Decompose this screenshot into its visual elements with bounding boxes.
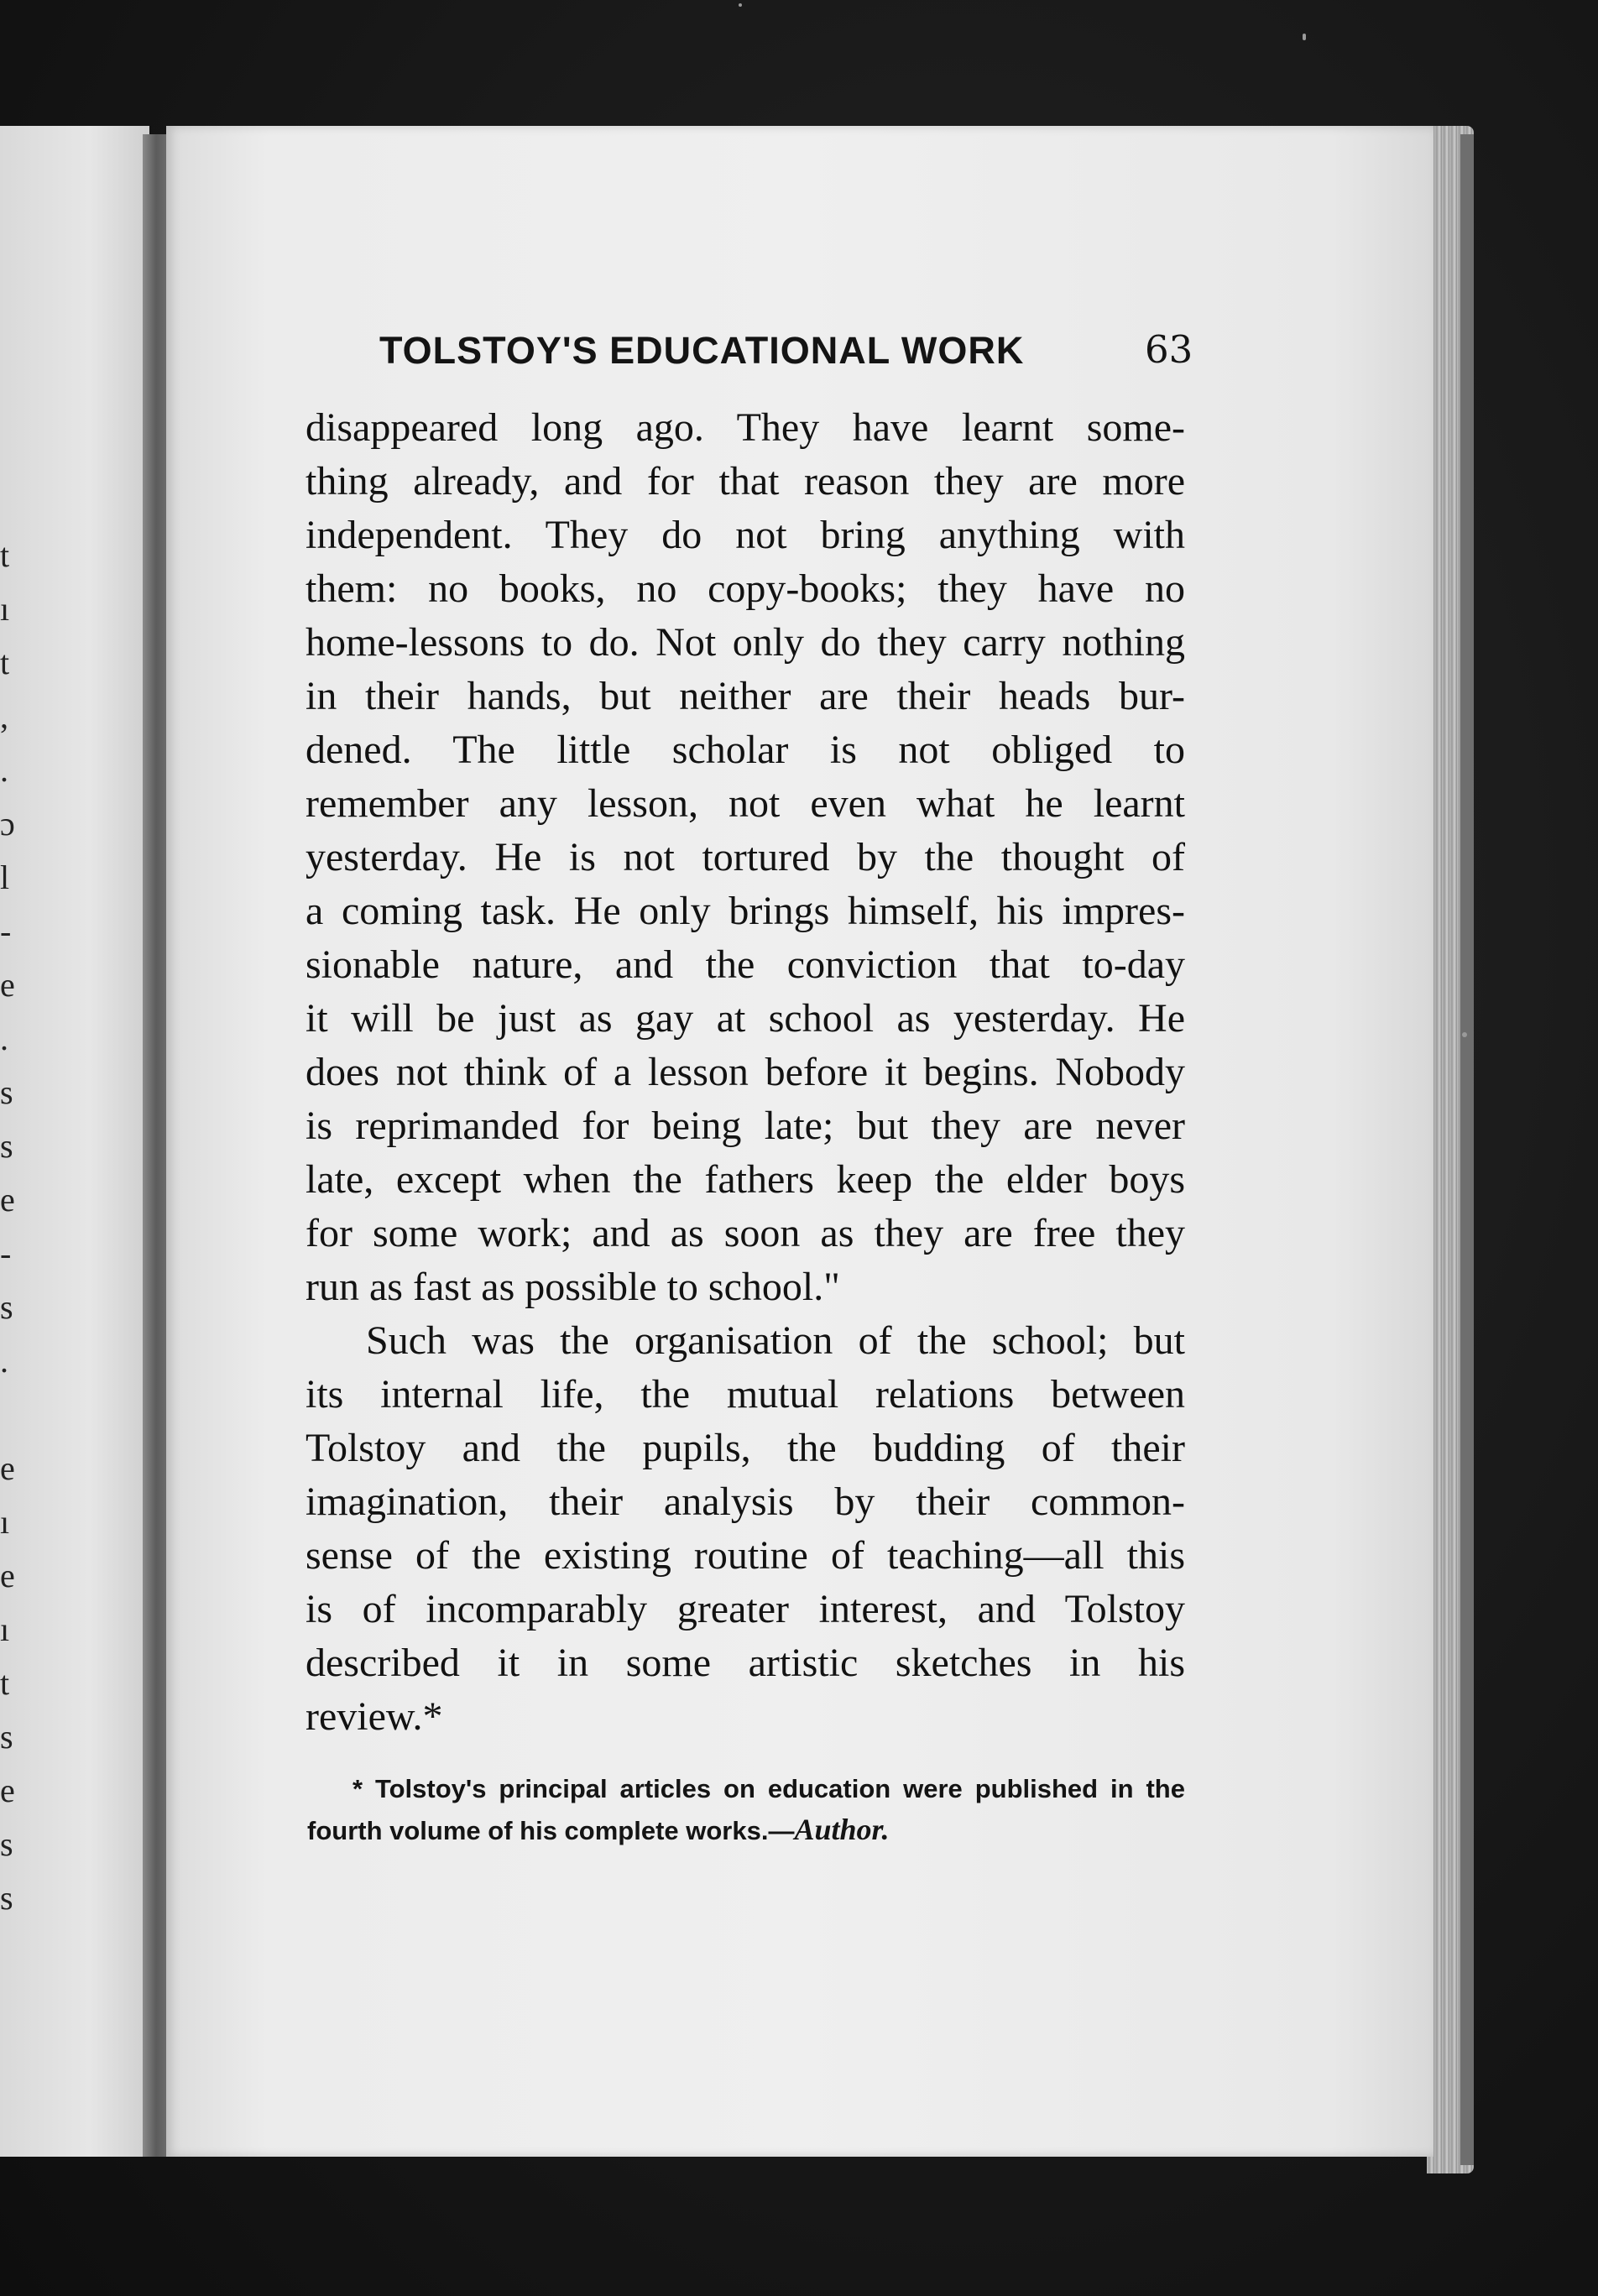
margin-fragment: e: [0, 1449, 15, 1487]
margin-fragment: ı: [0, 1503, 10, 1541]
text-line: late, except when the fathers keep the elder boys: [306, 1157, 1185, 1202]
text-line: in their hands, but neither are their heads bur-: [306, 674, 1185, 718]
running-title: TOLSTOY'S EDUCATIONAL WORK: [379, 329, 1025, 372]
text-line: thing already, and for that reason they are more: [306, 459, 1185, 504]
margin-fragment: s: [0, 1127, 13, 1165]
text-line: independent. They do not bring anything with: [306, 513, 1185, 557]
margin-fragment: -: [0, 1234, 12, 1272]
text-line: described it in some artistic sketches in his: [306, 1641, 1185, 1685]
margin-fragment: s: [0, 1879, 13, 1917]
body-text: [306, 401, 1185, 1744]
page-edges-shadow: [1460, 134, 1474, 2165]
scan-speck: [1303, 34, 1306, 40]
text-line: remember any lesson, not even what he learnt: [306, 781, 1185, 826]
margin-fragment: s: [0, 1718, 13, 1756]
margin-fragment: ı: [0, 590, 10, 628]
text-line: imagination, their analysis by their common-: [306, 1479, 1185, 1524]
text-line: does not think of a lesson before it begins. Nobody: [306, 1050, 1185, 1094]
margin-fragment: t: [0, 1664, 10, 1702]
margin-fragment: ı: [0, 1610, 10, 1648]
margin-fragment: s: [0, 1288, 13, 1326]
margin-fragment: .: [0, 751, 8, 789]
margin-fragment: -: [0, 912, 12, 950]
margin-fragment: .: [0, 1020, 8, 1057]
text-line: it will be just as gay at school as yesterday. He: [306, 996, 1185, 1041]
text-line: sionable nature, and the conviction that to-day: [306, 942, 1185, 987]
text-line: review.*: [306, 1694, 443, 1739]
text-line: dened. The little scholar is not obliged to: [306, 728, 1185, 772]
scan-speck: [1462, 1032, 1467, 1037]
margin-fragment: ,: [0, 697, 8, 735]
margin-fragment: e: [0, 966, 15, 1004]
footnote: [307, 1769, 1185, 1851]
margin-fragment: s: [0, 1825, 13, 1863]
margin-fragment: l: [0, 858, 10, 896]
text-line: home-lessons to do. Not only do they carry nothing: [306, 620, 1185, 665]
margin-fragment: t: [0, 644, 10, 681]
margin-fragment: s: [0, 1073, 13, 1111]
text-line: them: no books, no copy-books; they have no: [306, 566, 1185, 611]
margin-fragment: t: [0, 536, 10, 574]
margin-fragment: ɔ: [0, 805, 15, 843]
text-line: for some work; and as soon as they are free they: [306, 1211, 1185, 1255]
margin-fragment: e: [0, 1772, 15, 1809]
text-line: Such was the organisation of the school; but: [366, 1318, 1185, 1363]
scan-speck: [739, 3, 742, 7]
margin-fragment: [0, 1388, 12, 1442]
text-line: sense of the existing routine of teaching—all this: [306, 1533, 1185, 1578]
text-line: yesterday. He is not tortured by the thought of: [306, 835, 1185, 879]
text-line: disappeared long ago. They have learnt some-: [306, 405, 1185, 450]
text-line: is reprimanded for being late; but they are never: [306, 1104, 1185, 1148]
left-page-margin-text: [0, 529, 15, 1925]
text-line: a coming task. He only brings himself, his impres-: [306, 889, 1185, 933]
text-line: is of incomparably greater interest, and Tolstoy: [306, 1587, 1185, 1631]
footnote-attribution: Author.: [794, 1813, 890, 1846]
footnote-line-text: fourth volume of his complete works.—: [307, 1816, 795, 1845]
margin-fragment: e: [0, 1557, 15, 1594]
text-line: run as fast as possible to school.": [306, 1265, 840, 1309]
page-number: 63: [1145, 327, 1193, 372]
footnote-line: * Tolstoy's principal articles on education were published in the: [352, 1774, 1185, 1803]
text-line: Tolstoy and the pupils, the budding of their: [306, 1426, 1185, 1470]
footnote-line: [307, 1809, 1185, 1851]
left-facing-page: [0, 126, 149, 2157]
margin-fragment: .: [0, 1342, 8, 1380]
margin-fragment: e: [0, 1181, 15, 1218]
text-line: its internal life, the mutual relations between: [306, 1372, 1185, 1417]
